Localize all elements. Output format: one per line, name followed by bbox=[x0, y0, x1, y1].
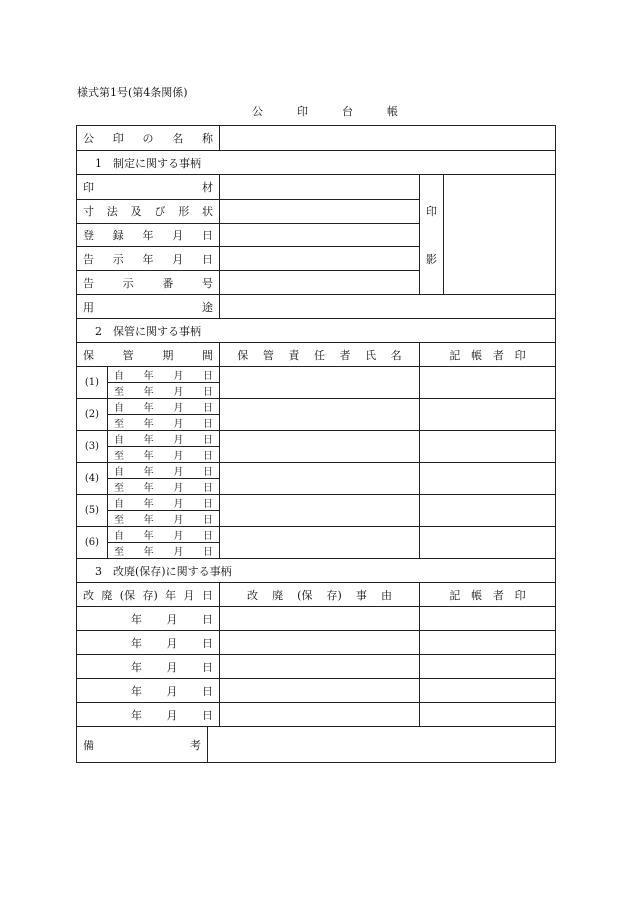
period-dates bbox=[107, 431, 219, 462]
section2-heading: 2 保管に関する事柄 bbox=[95, 324, 201, 338]
period-number: (3) bbox=[84, 441, 100, 452]
label-char: 自 bbox=[114, 403, 124, 414]
label-char: の bbox=[142, 132, 154, 145]
label-char: 年 bbox=[143, 531, 154, 542]
section1-field[interactable] bbox=[219, 200, 419, 223]
label-char: 自 bbox=[114, 499, 124, 510]
period-from-date[interactable] bbox=[108, 527, 219, 542]
label-char: 年 bbox=[143, 419, 154, 430]
period-to-date[interactable] bbox=[108, 510, 219, 526]
period-dates bbox=[107, 527, 219, 558]
label-char: 間 bbox=[201, 348, 213, 362]
recorder-seal-field[interactable] bbox=[419, 703, 555, 726]
label-char: 保 bbox=[237, 348, 249, 362]
revision-date[interactable] bbox=[77, 703, 219, 726]
custodian-column-header bbox=[219, 343, 419, 366]
section3-heading: 3 改廃(保存)に関する事柄 bbox=[95, 564, 232, 578]
section1-row bbox=[77, 175, 419, 199]
section1-heading: 1 制定に関する事柄 bbox=[95, 156, 201, 170]
section2-header-row bbox=[77, 342, 555, 366]
title-char: 台 bbox=[342, 105, 353, 118]
custody-period-row bbox=[77, 462, 555, 494]
period-from-date[interactable] bbox=[108, 431, 219, 446]
seal-name-field[interactable] bbox=[219, 126, 555, 150]
label-char: 改 bbox=[247, 588, 259, 602]
label-char: 登 bbox=[83, 228, 94, 242]
label-char: 材 bbox=[202, 180, 213, 194]
label-char: 廃 bbox=[272, 588, 284, 602]
label-char: 寸 bbox=[83, 205, 94, 219]
recorder-seal-field[interactable] bbox=[419, 367, 555, 398]
label-char: 状 bbox=[201, 205, 213, 219]
label-char: 年 bbox=[143, 451, 154, 462]
label-char: 年 bbox=[143, 403, 154, 414]
label-char: 月 bbox=[173, 403, 184, 414]
label-char: 年 bbox=[131, 636, 142, 650]
label-char: 者 bbox=[492, 588, 504, 602]
revision-date[interactable] bbox=[77, 679, 219, 702]
label-char: 改 bbox=[83, 588, 94, 602]
label-char: 日 bbox=[202, 435, 213, 446]
label-char: 印 bbox=[514, 588, 526, 602]
revision-reason-field[interactable] bbox=[219, 655, 419, 678]
period-from-date[interactable] bbox=[108, 463, 219, 478]
section1-field[interactable] bbox=[219, 175, 419, 199]
label-char: 日 bbox=[202, 684, 213, 698]
label-char: 至 bbox=[114, 515, 124, 526]
recorder-column-header bbox=[419, 343, 555, 366]
label-char: 年 bbox=[143, 371, 154, 382]
period-number: (4) bbox=[84, 473, 100, 484]
label-char: 影 bbox=[426, 252, 437, 266]
seal-name-row bbox=[77, 126, 555, 150]
label-char: 責 bbox=[288, 348, 300, 362]
label-char: 記 bbox=[449, 348, 461, 362]
label-char: 自 bbox=[114, 371, 124, 382]
document-title bbox=[0, 103, 630, 119]
label-char: 告 bbox=[83, 276, 94, 290]
revision-row bbox=[77, 678, 555, 702]
label-char: 自 bbox=[114, 435, 124, 446]
label-char: 月 bbox=[173, 419, 184, 430]
label-char: 事 bbox=[355, 588, 367, 602]
revision-row bbox=[77, 702, 555, 726]
seal-impression-label bbox=[419, 175, 443, 294]
label-char: 日 bbox=[202, 483, 213, 494]
label-char: 用 bbox=[83, 300, 94, 314]
label-char: 月 bbox=[166, 708, 178, 722]
revision-reason-field[interactable] bbox=[219, 607, 419, 630]
label-char: (保 bbox=[119, 588, 136, 602]
date-column-header bbox=[77, 583, 219, 606]
label-char: 帳 bbox=[471, 588, 483, 602]
label-char: 月 bbox=[166, 636, 178, 650]
section1-heading-row bbox=[77, 150, 555, 174]
reason-column-header bbox=[219, 583, 419, 606]
label-char: 日 bbox=[202, 252, 213, 266]
label-char: 月 bbox=[173, 451, 184, 462]
label-char: 任 bbox=[313, 348, 325, 362]
period-to-date[interactable] bbox=[108, 542, 219, 558]
label-char: 月 bbox=[166, 660, 178, 674]
label-char: 日 bbox=[202, 499, 213, 510]
seal-name-label bbox=[77, 126, 219, 150]
label-char: 番 bbox=[162, 276, 174, 290]
section1-row bbox=[77, 223, 419, 247]
label-char: 至 bbox=[114, 419, 124, 430]
title-char: 公 bbox=[252, 105, 263, 118]
label-char: 至 bbox=[114, 451, 124, 462]
label-char: 考 bbox=[190, 738, 201, 752]
section1-row bbox=[77, 199, 419, 223]
section1-label bbox=[77, 271, 219, 294]
label-char: び bbox=[154, 205, 166, 219]
label-char: 廃 bbox=[101, 588, 113, 602]
label-char: 帳 bbox=[471, 348, 483, 362]
label-char: 月 bbox=[183, 588, 195, 602]
label-char: 印 bbox=[514, 348, 526, 362]
period-column-header bbox=[77, 343, 219, 366]
recorder-seal-field[interactable] bbox=[419, 679, 555, 702]
label-char: 称 bbox=[202, 132, 213, 145]
label-char: 形 bbox=[178, 205, 190, 219]
label-char: 録 bbox=[112, 228, 124, 242]
revision-reason-field[interactable] bbox=[219, 631, 419, 654]
period-dates bbox=[107, 463, 219, 494]
label-char: 月 bbox=[172, 228, 184, 242]
label-char: 至 bbox=[114, 483, 124, 494]
label-char: 号 bbox=[201, 276, 213, 290]
label-char: 名 bbox=[390, 348, 402, 362]
revision-row bbox=[77, 630, 555, 654]
custody-period-row bbox=[77, 430, 555, 462]
recorder-seal-field[interactable] bbox=[419, 655, 555, 678]
custody-period-row bbox=[77, 366, 555, 398]
label-char: 日 bbox=[202, 467, 213, 478]
label-char: 者 bbox=[339, 348, 351, 362]
recorder-seal-field[interactable] bbox=[419, 607, 555, 630]
section1-field[interactable] bbox=[219, 247, 419, 270]
label-char: 年 bbox=[143, 467, 154, 478]
remarks-row bbox=[77, 726, 555, 762]
revision-reason-field[interactable] bbox=[219, 703, 419, 726]
usage-row bbox=[77, 294, 555, 318]
label-char: 年 bbox=[131, 684, 142, 698]
section1-row bbox=[77, 246, 419, 270]
revision-date[interactable] bbox=[77, 655, 219, 678]
label-char: 告 bbox=[83, 252, 94, 266]
label-char: 途 bbox=[202, 300, 213, 314]
label-char: 年 bbox=[142, 252, 154, 266]
recorder-seal-field[interactable] bbox=[419, 527, 555, 558]
label-char: 日 bbox=[202, 708, 213, 722]
label-char: 日 bbox=[202, 387, 213, 398]
section3-header-row bbox=[77, 582, 555, 606]
custody-period-row bbox=[77, 398, 555, 430]
custodian-field[interactable] bbox=[219, 399, 419, 430]
label-char: 月 bbox=[173, 371, 184, 382]
revision-row bbox=[77, 606, 555, 630]
label-char: 日 bbox=[202, 515, 213, 526]
label-char: 月 bbox=[166, 612, 178, 626]
seal-register-form bbox=[76, 125, 556, 763]
label-char: 月 bbox=[173, 531, 184, 542]
label-char: 日 bbox=[202, 403, 213, 414]
label-char: 日 bbox=[202, 636, 213, 650]
label-char: 示 bbox=[122, 276, 134, 290]
label-char: 公 bbox=[83, 132, 94, 145]
label-char: 年 bbox=[143, 435, 154, 446]
section1-label bbox=[77, 247, 219, 270]
label-char: 期 bbox=[162, 348, 174, 362]
revision-date[interactable] bbox=[77, 631, 219, 654]
label-char: 年 bbox=[142, 228, 154, 242]
label-char: 月 bbox=[173, 387, 184, 398]
label-char: 年 bbox=[131, 660, 142, 674]
label-char: 自 bbox=[114, 531, 124, 542]
period-number: (6) bbox=[84, 537, 100, 548]
period-from-date[interactable] bbox=[108, 399, 219, 414]
custodian-field[interactable] bbox=[219, 463, 419, 494]
label-char: 存) bbox=[326, 588, 342, 602]
label-char: 日 bbox=[202, 371, 213, 382]
period-to-date[interactable] bbox=[108, 382, 219, 398]
custody-period-row bbox=[77, 494, 555, 526]
period-number: (5) bbox=[84, 505, 100, 516]
label-char: 年 bbox=[143, 483, 154, 494]
label-char: 日 bbox=[201, 588, 213, 602]
custodian-field[interactable] bbox=[219, 527, 419, 558]
label-char: 由 bbox=[380, 588, 392, 602]
label-char: 保 bbox=[83, 348, 94, 362]
section1-field[interactable] bbox=[219, 224, 419, 247]
label-char: 月 bbox=[173, 499, 184, 510]
label-char: 備 bbox=[83, 738, 94, 752]
label-char: 印 bbox=[112, 132, 124, 145]
label-char: (保 bbox=[297, 588, 313, 602]
recorder-seal-field[interactable] bbox=[419, 431, 555, 462]
label-char: 法 bbox=[106, 205, 118, 219]
section3-heading-row bbox=[77, 558, 555, 582]
custody-period-row bbox=[77, 526, 555, 558]
label-char: 印 bbox=[83, 180, 94, 194]
period-from-date[interactable] bbox=[108, 367, 219, 382]
revision-row bbox=[77, 654, 555, 678]
remarks-field[interactable] bbox=[207, 727, 555, 762]
label-char: 記 bbox=[449, 588, 461, 602]
label-char: 年 bbox=[143, 499, 154, 510]
label-char: 月 bbox=[173, 467, 184, 478]
label-char: 月 bbox=[173, 547, 184, 558]
custodian-field[interactable] bbox=[219, 495, 419, 526]
label-char: 日 bbox=[202, 547, 213, 558]
period-to-date[interactable] bbox=[108, 414, 219, 430]
label-char: 月 bbox=[173, 515, 184, 526]
label-char: 管 bbox=[122, 348, 134, 362]
section1-row bbox=[77, 270, 419, 294]
label-char: 至 bbox=[114, 387, 124, 398]
label-char: 日 bbox=[202, 451, 213, 462]
label-char: 月 bbox=[173, 483, 184, 494]
section1-label bbox=[77, 200, 219, 223]
label-char: 年 bbox=[165, 588, 177, 602]
form-number: 様式第1号(第4条関係) bbox=[77, 86, 188, 99]
seal-impression-field[interactable] bbox=[443, 175, 555, 294]
period-dates bbox=[107, 367, 219, 398]
title-char: 帳 bbox=[387, 105, 398, 118]
section2-heading-row bbox=[77, 318, 555, 342]
period-dates bbox=[107, 495, 219, 526]
section1-block bbox=[77, 174, 555, 294]
recorder-seal-field[interactable] bbox=[419, 399, 555, 430]
remarks-label bbox=[77, 727, 207, 762]
period-to-date[interactable] bbox=[108, 478, 219, 494]
label-char: 日 bbox=[202, 419, 213, 430]
label-char: 印 bbox=[426, 204, 437, 218]
recorder-seal-field[interactable] bbox=[419, 495, 555, 526]
section1-label bbox=[77, 175, 219, 199]
label-char: 年 bbox=[143, 547, 154, 558]
label-char: 月 bbox=[172, 252, 184, 266]
label-char: 至 bbox=[114, 547, 124, 558]
recorder-seal-field[interactable] bbox=[419, 631, 555, 654]
label-char: 示 bbox=[112, 252, 124, 266]
label-char: 日 bbox=[202, 228, 213, 242]
period-dates bbox=[107, 399, 219, 430]
title-char: 印 bbox=[297, 105, 308, 118]
label-char: 年 bbox=[143, 515, 154, 526]
label-char: 月 bbox=[173, 435, 184, 446]
recorder-column-header bbox=[419, 583, 555, 606]
label-char: 名 bbox=[172, 132, 184, 145]
section1-label bbox=[77, 224, 219, 247]
label-char: 日 bbox=[202, 531, 213, 542]
recorder-seal-field[interactable] bbox=[419, 463, 555, 494]
period-number: (2) bbox=[84, 409, 100, 420]
custodian-field[interactable] bbox=[219, 431, 419, 462]
label-char: 管 bbox=[262, 348, 274, 362]
label-char: 及 bbox=[130, 205, 142, 219]
custodian-field[interactable] bbox=[219, 367, 419, 398]
section1-field[interactable] bbox=[219, 271, 419, 294]
label-char: 日 bbox=[202, 660, 213, 674]
revision-reason-field[interactable] bbox=[219, 679, 419, 702]
label-char: 年 bbox=[143, 387, 154, 398]
revision-date[interactable] bbox=[77, 607, 219, 630]
label-char: 自 bbox=[114, 467, 124, 478]
label-char: 月 bbox=[166, 684, 178, 698]
period-from-date[interactable] bbox=[108, 495, 219, 510]
label-char: 氏 bbox=[365, 348, 377, 362]
period-number: (1) bbox=[84, 377, 100, 388]
label-char: 年 bbox=[131, 612, 142, 626]
usage-field[interactable] bbox=[219, 295, 555, 318]
label-char: 者 bbox=[492, 348, 504, 362]
label-char: 存) bbox=[142, 588, 158, 602]
label-char: 年 bbox=[131, 708, 142, 722]
label-char: 日 bbox=[202, 612, 213, 626]
period-to-date[interactable] bbox=[108, 446, 219, 462]
usage-label bbox=[77, 295, 219, 318]
